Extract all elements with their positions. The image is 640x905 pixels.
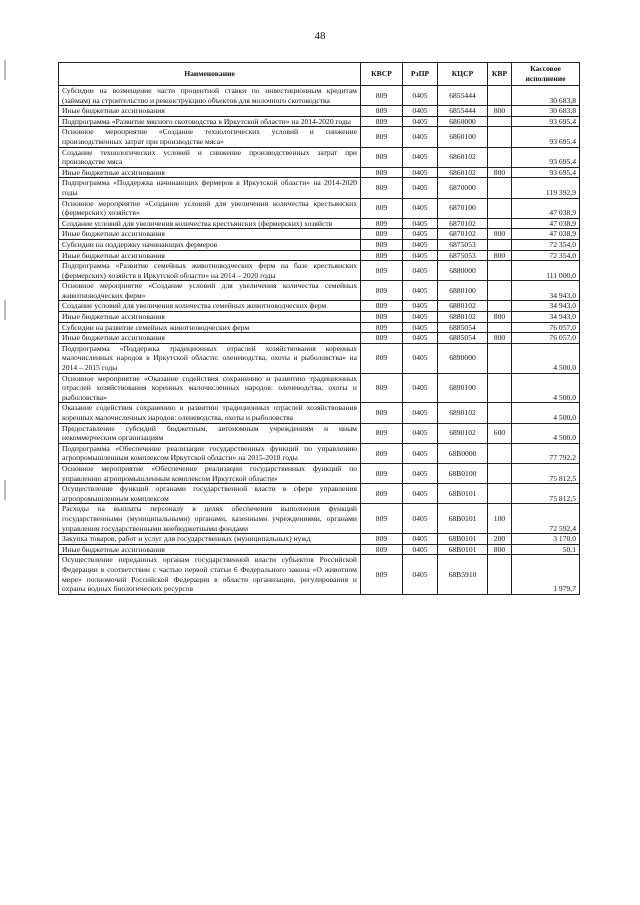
cell-kcsr: 6870102 bbox=[438, 229, 488, 240]
cell-kvr bbox=[488, 373, 512, 403]
table-row bbox=[59, 403, 580, 423]
cell-kvr bbox=[488, 443, 512, 463]
table-body bbox=[59, 86, 580, 595]
cell-name: Закупка товаров, работ и услуг для государственных (муниципальных) нужд bbox=[59, 534, 361, 545]
table-row bbox=[59, 322, 580, 333]
cell-kcsr: 68В0101 bbox=[438, 504, 488, 534]
table-row bbox=[59, 555, 580, 594]
cell-kcsr: 6880100 bbox=[438, 281, 488, 301]
cell-kvsr: 809 bbox=[361, 301, 403, 312]
cell-rzpr: 0405 bbox=[403, 261, 438, 281]
cell-amount: 34 943,0 bbox=[512, 301, 580, 312]
cell-amount: 1 979,7 bbox=[512, 555, 580, 594]
cell-rzpr: 0405 bbox=[403, 301, 438, 312]
cell-kcsr: 68В0100 bbox=[438, 463, 488, 483]
cell-name: Осуществление переданных органам государственной власти субъектов Российской Федерации в соответствии с частью первой статьи 6 Федерального закона «О животном мире» полномочий Российской Федерации в области организации, регулирования и охраны водных биологических ресурсов bbox=[59, 555, 361, 594]
table-row bbox=[59, 544, 580, 555]
cell-rzpr: 0405 bbox=[403, 443, 438, 463]
cell-rzpr: 0405 bbox=[403, 178, 438, 198]
cell-kcsr: 68В0101 bbox=[438, 544, 488, 555]
cell-kvr bbox=[488, 281, 512, 301]
cell-kvr bbox=[488, 403, 512, 423]
cell-kcsr: 6880102 bbox=[438, 312, 488, 323]
cell-kvr: 800 bbox=[488, 544, 512, 555]
cell-kcsr: 6875053 bbox=[438, 239, 488, 250]
cell-rzpr: 0405 bbox=[403, 463, 438, 483]
cell-name: Создание условий для увеличения количества крестьянских (фермерских) хозяйств bbox=[59, 218, 361, 229]
cell-kvsr: 809 bbox=[361, 463, 403, 483]
cell-rzpr: 0405 bbox=[403, 403, 438, 423]
cell-kcsr: 6890102 bbox=[438, 403, 488, 423]
scan-margin-mark bbox=[4, 60, 6, 80]
cell-kvsr: 809 bbox=[361, 343, 403, 373]
cell-kvr bbox=[488, 343, 512, 373]
table-row bbox=[59, 167, 580, 178]
cell-kvr bbox=[488, 178, 512, 198]
cell-kcsr: 68В0101 bbox=[438, 484, 488, 504]
cell-amount: 93 695,4 bbox=[512, 147, 580, 167]
header-name: Наименование bbox=[59, 63, 361, 86]
table-row bbox=[59, 443, 580, 463]
cell-kcsr: 6875053 bbox=[438, 250, 488, 261]
cell-rzpr: 0405 bbox=[403, 322, 438, 333]
cell-kvsr: 809 bbox=[361, 250, 403, 261]
cell-kvsr: 809 bbox=[361, 178, 403, 198]
cell-amount: 3 170,0 bbox=[512, 534, 580, 545]
cell-kcsr: 6890102 bbox=[438, 423, 488, 443]
table-row bbox=[59, 281, 580, 301]
table-row bbox=[59, 147, 580, 167]
cell-name: Иные бюджетные ассигнования bbox=[59, 544, 361, 555]
cell-name: Основное мероприятие «Обеспечение реализации государственных функций по управлению агропромышленным комплексом Иркутской области» bbox=[59, 463, 361, 483]
cell-rzpr: 0405 bbox=[403, 281, 438, 301]
table-row bbox=[59, 86, 580, 106]
cell-amount: 4 500,0 bbox=[512, 403, 580, 423]
cell-kcsr: 6870100 bbox=[438, 198, 488, 218]
table-row bbox=[59, 312, 580, 323]
cell-name: Иные бюджетные ассигнования bbox=[59, 250, 361, 261]
table-header-row bbox=[59, 63, 580, 86]
cell-kvr: 200 bbox=[488, 534, 512, 545]
cell-amount: 50,1 bbox=[512, 544, 580, 555]
cell-kvsr: 809 bbox=[361, 116, 403, 127]
cell-amount: 75 812,5 bbox=[512, 484, 580, 504]
table-row bbox=[59, 106, 580, 117]
cell-kcsr: 68В5910 bbox=[438, 555, 488, 594]
cell-kcsr: 6870102 bbox=[438, 218, 488, 229]
cell-name: Подпрограмма «Развитие семейных животноводческих ферм на базе крестьянских (фермерских) хозяйств в Иркутской области» на 2014 – 2020 годы bbox=[59, 261, 361, 281]
cell-rzpr: 0405 bbox=[403, 312, 438, 323]
cell-kvr bbox=[488, 86, 512, 106]
table-row bbox=[59, 250, 580, 261]
table-row bbox=[59, 484, 580, 504]
header-amount: Кассовое исполнение bbox=[512, 63, 580, 86]
cell-rzpr: 0405 bbox=[403, 198, 438, 218]
cell-kcsr: 6890000 bbox=[438, 343, 488, 373]
cell-kvsr: 809 bbox=[361, 504, 403, 534]
cell-kvsr: 809 bbox=[361, 127, 403, 147]
cell-kvr bbox=[488, 147, 512, 167]
cell-kvsr: 809 bbox=[361, 167, 403, 178]
cell-rzpr: 0405 bbox=[403, 423, 438, 443]
cell-kvsr: 809 bbox=[361, 443, 403, 463]
cell-amount: 4 500,0 bbox=[512, 343, 580, 373]
table-row bbox=[59, 333, 580, 344]
table-row bbox=[59, 218, 580, 229]
cell-kvsr: 809 bbox=[361, 239, 403, 250]
header-kvsr: КВСР bbox=[361, 63, 403, 86]
table-row bbox=[59, 534, 580, 545]
cell-name: Подпрограмма «Обеспечение реализации государственных функций по управлению агропромышленным комплексом Иркутской области» на 2015-2018 годы bbox=[59, 443, 361, 463]
page-number: 48 bbox=[314, 30, 326, 42]
cell-amount: 93 695,4 bbox=[512, 116, 580, 127]
header-kcsr: КЦСР bbox=[438, 63, 488, 86]
cell-name: Подпрограмма «Поддержка традиционных отраслей хозяйствования коренных малочисленных народов в Иркутской области: оленеводства, охоты и рыболовства» на 2014 – 2015 годы bbox=[59, 343, 361, 373]
cell-kcsr: 6855444 bbox=[438, 106, 488, 117]
cell-rzpr: 0405 bbox=[403, 555, 438, 594]
cell-name: Субсидии на поддержку начинающих фермеров bbox=[59, 239, 361, 250]
cell-kcsr: 6880102 bbox=[438, 301, 488, 312]
cell-amount: 72 592,4 bbox=[512, 504, 580, 534]
cell-name: Основное мероприятие «Создание технологических условий и снижение производственных затрат при производстве мяса» bbox=[59, 127, 361, 147]
cell-kvr: 800 bbox=[488, 106, 512, 117]
cell-kvr: 600 bbox=[488, 423, 512, 443]
cell-name: Иные бюджетные ассигнования bbox=[59, 167, 361, 178]
cell-kvsr: 809 bbox=[361, 106, 403, 117]
cell-kcsr: 6860102 bbox=[438, 167, 488, 178]
cell-kvsr: 809 bbox=[361, 229, 403, 240]
cell-rzpr: 0405 bbox=[403, 218, 438, 229]
cell-kcsr: 6860100 bbox=[438, 127, 488, 147]
table-row bbox=[59, 504, 580, 534]
cell-rzpr: 0405 bbox=[403, 484, 438, 504]
cell-name: Субсидии на развитие семейных животноводческих ферм bbox=[59, 322, 361, 333]
cell-rzpr: 0405 bbox=[403, 229, 438, 240]
cell-rzpr: 0405 bbox=[403, 239, 438, 250]
cell-kcsr: 6870000 bbox=[438, 178, 488, 198]
table-row bbox=[59, 261, 580, 281]
table-row bbox=[59, 178, 580, 198]
table-row bbox=[59, 301, 580, 312]
cell-name: Иные бюджетные ассигнования bbox=[59, 312, 361, 323]
cell-kvr bbox=[488, 239, 512, 250]
cell-name: Иные бюджетные ассигнования bbox=[59, 106, 361, 117]
cell-kcsr: 6885054 bbox=[438, 322, 488, 333]
cell-kvsr: 809 bbox=[361, 198, 403, 218]
cell-name: Иные бюджетные ассигнования bbox=[59, 333, 361, 344]
cell-kvsr: 809 bbox=[361, 86, 403, 106]
cell-amount: 93 695,4 bbox=[512, 167, 580, 178]
cell-kvr bbox=[488, 261, 512, 281]
cell-kvsr: 809 bbox=[361, 261, 403, 281]
cell-name: Основное мероприятие «Создание условий для увеличения количества крестьянских (фермерских) хозяйств» bbox=[59, 198, 361, 218]
cell-rzpr: 0405 bbox=[403, 86, 438, 106]
cell-name: Основное мероприятие «Оказание содействия сохранению и развитию традиционных отраслей хозяйствования коренных малочисленных народов: оленеводства, охоты и рыболовства» bbox=[59, 373, 361, 403]
cell-name: Предоставление субсидий бюджетным, автономным учреждениям и иным некоммерческим организациям bbox=[59, 423, 361, 443]
cell-kvr bbox=[488, 555, 512, 594]
cell-kvr: 800 bbox=[488, 333, 512, 344]
cell-rzpr: 0405 bbox=[403, 544, 438, 555]
table-row bbox=[59, 116, 580, 127]
cell-amount: 4 500,0 bbox=[512, 423, 580, 443]
budget-execution-table bbox=[58, 62, 580, 595]
table-row bbox=[59, 198, 580, 218]
cell-kcsr: 68В0000 bbox=[438, 443, 488, 463]
cell-kvsr: 809 bbox=[361, 403, 403, 423]
cell-amount: 30 683,8 bbox=[512, 106, 580, 117]
cell-name: Иные бюджетные ассигнования bbox=[59, 229, 361, 240]
cell-rzpr: 0405 bbox=[403, 373, 438, 403]
cell-kvr bbox=[488, 484, 512, 504]
cell-kcsr: 6880000 bbox=[438, 261, 488, 281]
cell-kvsr: 809 bbox=[361, 281, 403, 301]
scan-margin-mark bbox=[4, 300, 6, 320]
cell-rzpr: 0405 bbox=[403, 147, 438, 167]
cell-kcsr: 6860000 bbox=[438, 116, 488, 127]
cell-kvsr: 809 bbox=[361, 333, 403, 344]
table-row bbox=[59, 373, 580, 403]
cell-rzpr: 0405 bbox=[403, 127, 438, 147]
cell-kvr: 800 bbox=[488, 229, 512, 240]
cell-rzpr: 0405 bbox=[403, 504, 438, 534]
cell-kvr bbox=[488, 301, 512, 312]
cell-rzpr: 0405 bbox=[403, 343, 438, 373]
scan-margin-mark bbox=[4, 480, 6, 500]
cell-amount: 111 000,0 bbox=[512, 261, 580, 281]
header-kvr: КВР bbox=[488, 63, 512, 86]
cell-name: Подпрограмма «Развитие мясного скотоводства в Иркутской области» на 2014-2020 годы bbox=[59, 116, 361, 127]
cell-amount: 72 354,0 bbox=[512, 239, 580, 250]
cell-amount: 75 812,5 bbox=[512, 463, 580, 483]
cell-rzpr: 0405 bbox=[403, 167, 438, 178]
cell-amount: 47 038,9 bbox=[512, 229, 580, 240]
cell-kvsr: 809 bbox=[361, 147, 403, 167]
cell-amount: 47 038,9 bbox=[512, 198, 580, 218]
cell-kvsr: 809 bbox=[361, 544, 403, 555]
cell-amount: 76 057,0 bbox=[512, 322, 580, 333]
cell-rzpr: 0405 bbox=[403, 106, 438, 117]
cell-name: Расходы на выплаты персоналу в целях обеспечения выполнения функций государственными (муниципальными) органами, казенными учреждениями, органами управления государственными внебюджетными фондами bbox=[59, 504, 361, 534]
cell-amount: 34 943,0 bbox=[512, 312, 580, 323]
cell-kvr bbox=[488, 218, 512, 229]
cell-kvsr: 809 bbox=[361, 373, 403, 403]
cell-kvr bbox=[488, 198, 512, 218]
cell-kvr bbox=[488, 116, 512, 127]
cell-amount: 4 500,0 bbox=[512, 373, 580, 403]
cell-name: Субсидии на возмещение части процентной ставки по инвестиционным кредитам (займам) на строительство и реконструкцию объектов для молочного скотоводства bbox=[59, 86, 361, 106]
cell-name: Создание технологических условий и снижение производственных затрат при производстве мяса bbox=[59, 147, 361, 167]
cell-kvsr: 809 bbox=[361, 484, 403, 504]
cell-amount: 34 943,0 bbox=[512, 281, 580, 301]
table-row bbox=[59, 423, 580, 443]
cell-kvr bbox=[488, 322, 512, 333]
header-rzpr: РзПР bbox=[403, 63, 438, 86]
cell-kvsr: 809 bbox=[361, 534, 403, 545]
table-row bbox=[59, 343, 580, 373]
cell-rzpr: 0405 bbox=[403, 333, 438, 344]
cell-amount: 72 354,0 bbox=[512, 250, 580, 261]
cell-amount: 77 792,2 bbox=[512, 443, 580, 463]
cell-kvsr: 809 bbox=[361, 555, 403, 594]
cell-rzpr: 0405 bbox=[403, 116, 438, 127]
cell-kcsr: 6890100 bbox=[438, 373, 488, 403]
cell-kvr bbox=[488, 463, 512, 483]
cell-name: Основное мероприятие «Создание условий для увеличения количества семейных животноводческих ферм» bbox=[59, 281, 361, 301]
cell-kvsr: 809 bbox=[361, 218, 403, 229]
cell-kvsr: 809 bbox=[361, 423, 403, 443]
cell-amount: 76 057,0 bbox=[512, 333, 580, 344]
cell-rzpr: 0405 bbox=[403, 534, 438, 545]
cell-name: Оказание содействия сохранению и развитию традиционных отраслей хозяйствования коренных малочисленных народов: оленеводства, охоты и рыболовства bbox=[59, 403, 361, 423]
cell-name: Осуществление функций органами государственной власти в сфере управления агропромышленным комплексом bbox=[59, 484, 361, 504]
cell-kvr: 800 bbox=[488, 312, 512, 323]
cell-kcsr: 68В0101 bbox=[438, 534, 488, 545]
cell-amount: 30 683,8 bbox=[512, 86, 580, 106]
cell-kcsr: 6860102 bbox=[438, 147, 488, 167]
cell-name: Подпрограмма «Поддержка начинающих фермеров в Иркутской области» на 2014-2020 годы bbox=[59, 178, 361, 198]
cell-kvr: 800 bbox=[488, 250, 512, 261]
table-row bbox=[59, 127, 580, 147]
cell-amount: 93 695,4 bbox=[512, 127, 580, 147]
table-row bbox=[59, 229, 580, 240]
table-row bbox=[59, 463, 580, 483]
cell-amount: 119 392,9 bbox=[512, 178, 580, 198]
cell-kvsr: 809 bbox=[361, 322, 403, 333]
cell-kvr: 800 bbox=[488, 167, 512, 178]
cell-kvr bbox=[488, 127, 512, 147]
cell-amount: 47 038,9 bbox=[512, 218, 580, 229]
cell-kvr: 100 bbox=[488, 504, 512, 534]
cell-kcsr: 6855444 bbox=[438, 86, 488, 106]
cell-name: Создание условий для увеличения количества семейных животноводческих ферм bbox=[59, 301, 361, 312]
cell-kvsr: 809 bbox=[361, 312, 403, 323]
table-row bbox=[59, 239, 580, 250]
cell-kcsr: 6885054 bbox=[438, 333, 488, 344]
cell-rzpr: 0405 bbox=[403, 250, 438, 261]
